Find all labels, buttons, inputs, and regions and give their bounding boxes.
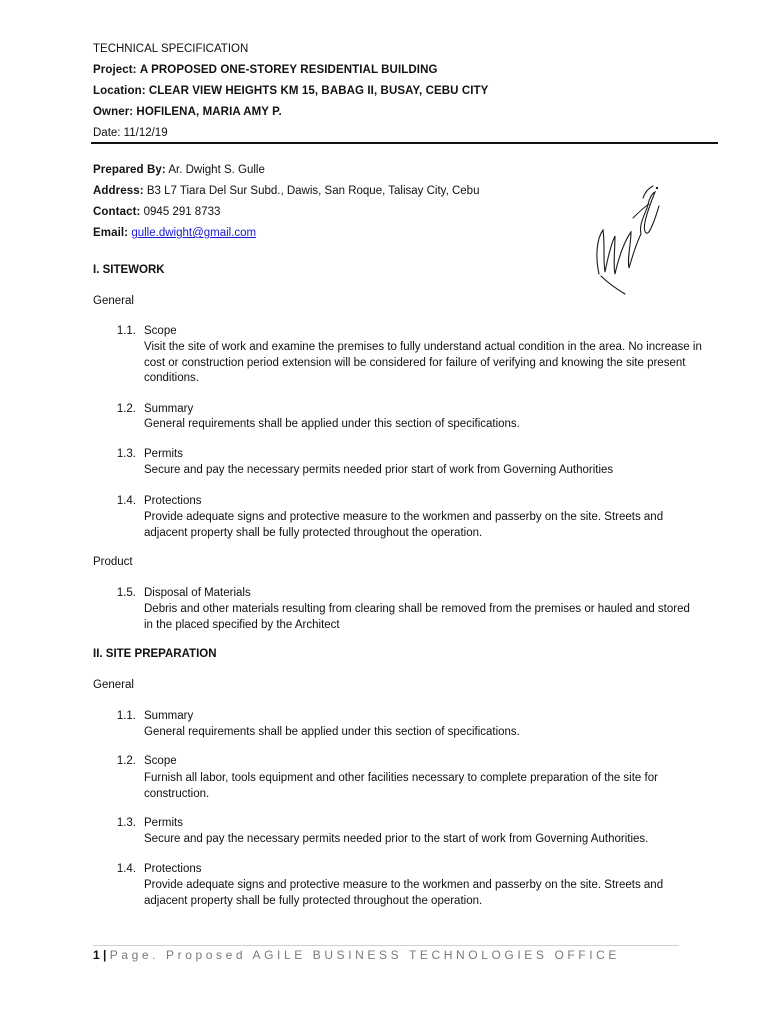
item-number: 1.4.	[116, 863, 136, 875]
item-number: 1.4.	[116, 495, 136, 507]
prepared-by-label: Prepared By:	[93, 164, 166, 176]
item-title: Scope	[144, 755, 177, 767]
item-text: Visit the site of work and examine the premises to fully understand actual condition in the area. No increase in cost or construction period extension will be considered for failure of verifying and knowing the site present conditions.	[144, 341, 702, 384]
address-value: B3 L7 Tiara Del Sur Subd., Dawis, San Roque, Talisay City, Cebu	[146, 185, 480, 197]
item-number: 1.1.	[116, 325, 136, 337]
item-title: Protections	[144, 863, 202, 875]
project-value: A PROPOSED ONE-STOREY RESIDENTIAL BUILDING	[139, 64, 438, 76]
date-line: Date: 11/12/19	[93, 127, 168, 139]
page-footer	[93, 948, 620, 962]
prepared-by-value: Ar. Dwight S. Gulle	[168, 164, 265, 176]
document-title: TECHNICAL SPECIFICATION	[93, 43, 249, 55]
item-title: Summary	[144, 403, 194, 415]
item-text: Provide adequate signs and protective measure to the workmen and passerby on the site. Streets and adjacent property shall be fully protected throughout the operation.	[144, 511, 664, 539]
item-text: General requirements shall be applied under this section of specifications.	[144, 726, 520, 738]
subheading-general: General	[93, 295, 134, 307]
section-heading-site-preparation: II. SITE PREPARATION	[93, 648, 217, 660]
item-number: 1.1.	[116, 710, 136, 722]
prepared-by-line	[93, 164, 265, 176]
item-title: Permits	[144, 817, 183, 829]
project-line	[93, 64, 438, 76]
owner-label: Owner:	[93, 106, 134, 118]
item-title: Protections	[144, 495, 202, 507]
contact-value: 0945 291 8733	[143, 206, 221, 218]
item-title: Permits	[144, 448, 183, 460]
item-number: 1.2.	[116, 755, 136, 767]
location-label: Location:	[93, 85, 146, 97]
item-text: Debris and other materials resulting from clearing shall be removed from the premises or hauled and stored in the placed specified by the Architect	[144, 603, 700, 631]
section-heading-sitework: I. SITEWORK	[93, 264, 165, 276]
location-value: CLEAR VIEW HEIGHTS KM 15, BABAG II, BUSAY, CEBU CITY	[148, 85, 489, 97]
signature-image	[585, 178, 665, 300]
item-text: Secure and pay the necessary permits needed prior to the start of work from Governing Authorities.	[144, 833, 649, 845]
item-text: Furnish all labor, tools equipment and other facilities necessary to complete preparation of the site for construction.	[144, 772, 658, 800]
email-line	[93, 227, 256, 239]
email-link[interactable]: gulle.dwight@gmail.com	[131, 227, 257, 239]
project-label: Project:	[93, 64, 137, 76]
item-text: Provide adequate signs and protective measure to the workmen and passerby on the site. Streets and adjacent property shall be fully protected throughout the operation.	[144, 879, 664, 907]
page-number: 1	[93, 948, 100, 962]
owner-value: HOFILENA, MARIA AMY P.	[136, 106, 282, 118]
contact-label: Contact:	[93, 206, 141, 218]
owner-line	[93, 106, 282, 118]
footer-divider	[93, 945, 679, 946]
footer-text: Page. Proposed AGILE BUSINESS TECHNOLOGIES OFFICE	[109, 948, 621, 962]
subheading-product: Product	[93, 556, 133, 568]
address-label: Address:	[93, 185, 144, 197]
email-label: Email:	[93, 227, 129, 239]
contact-line	[93, 206, 220, 218]
item-number: 1.5.	[116, 587, 136, 599]
item-number: 1.2.	[116, 403, 136, 415]
item-text: Secure and pay the necessary permits needed prior start of work from Governing Authorities	[144, 464, 614, 476]
subheading-general: General	[93, 679, 134, 691]
footer-separator: |	[103, 948, 107, 962]
item-number: 1.3.	[116, 448, 136, 460]
location-line	[93, 85, 488, 97]
item-text: General requirements shall be applied under this section of specifications.	[144, 418, 520, 430]
item-number: 1.3.	[116, 817, 136, 829]
address-line	[93, 185, 479, 197]
item-title: Summary	[144, 710, 194, 722]
item-title: Scope	[144, 325, 177, 337]
header-divider	[91, 142, 718, 144]
item-title: Disposal of Materials	[144, 587, 251, 599]
